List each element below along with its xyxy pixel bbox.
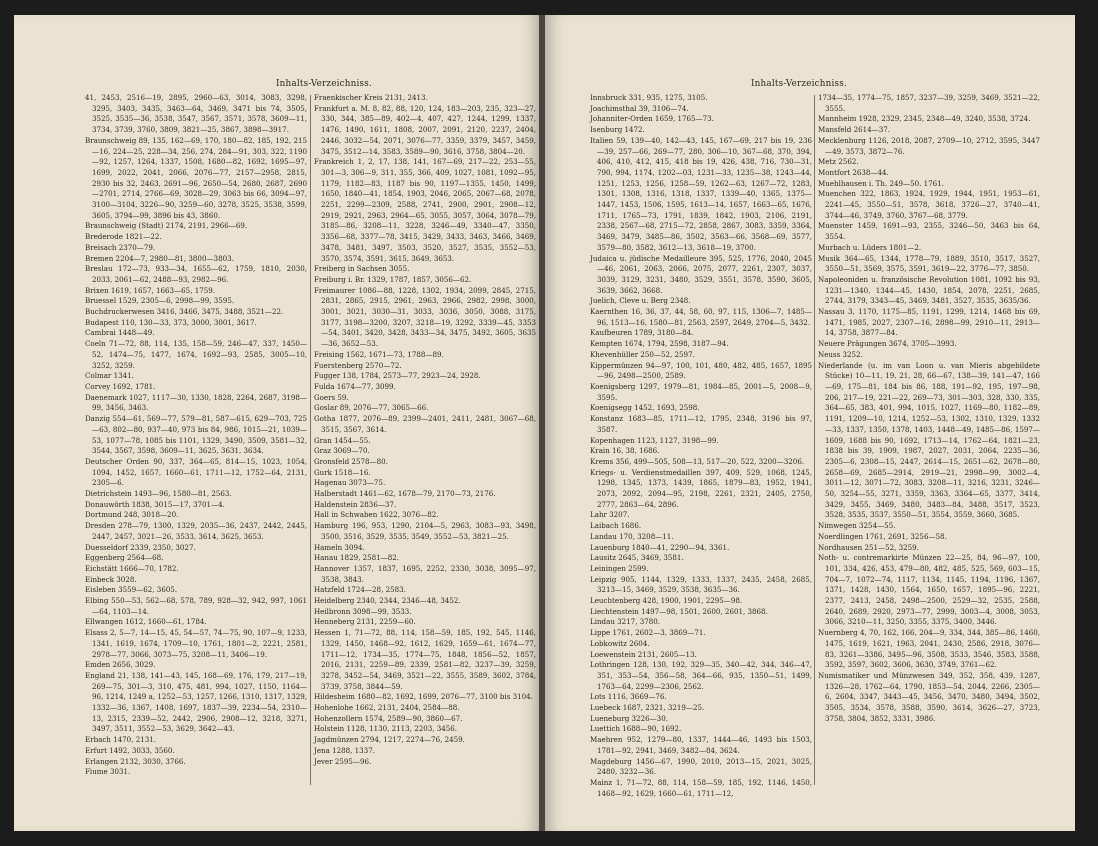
index-entry: England 21, 138, 141—43, 145, 168—69, 176, 179, 217—19, 269—75, 301—3, 310, 475, 481, 994, 1027, 1150, 1164—96, 1214, 1249 a, 1252—53, 1257, 1266, 1310, 1317, 1329, 1332—36, 1367, 1408, 1697, 1837—39, 2234—54, 2310—13, 2315, 2339—52, 2442, 2906, 2908—12, 3218, 3271, 3497, 3511, 3552—53, 3629, 3642—43. (85, 670, 307, 734)
index-entry: Heidelberg 2340, 2344, 2346—48, 3452. (314, 596, 461, 606)
index-entry: Mainz 1, 71—72, 88, 114, 158—59, 185, 192, 1146, 1450, 1468—92, 1629, 1660—61, 1711—12, (590, 778, 812, 798)
index-entry: Goslar 89, 2076—77, 3065—66. (314, 403, 429, 413)
index-entry: Hall in Schwaben 1622, 3076—82. (314, 510, 439, 520)
index-entry: Kaufbeuren 1789, 3180—84. (590, 328, 694, 338)
index-entry: Gurk 1518—16. (314, 467, 371, 477)
index-entry: Koenigsegg 1452, 1693, 2598. (590, 403, 700, 413)
index-entry: Mansfeld 2614—37. (818, 125, 891, 135)
index-entry: Freiburg i. Br. 1329, 1787, 1857, 3056—62. (314, 274, 472, 284)
index-entry: Kriegs- u. Verdienstmedaillen 397, 409, 529, 1068, 1245, 1298, 1345, 1373, 1439, 1865, 1879—83, 1952, 1941, 2073, 2092, 2094—95, 2198, 2261, 2321, 2405, 2750, 2777, 2863—64, 2896. (590, 467, 812, 509)
index-entry: Braunschweig (Stadt) 2174, 2191, 2966—69. (85, 221, 248, 231)
index-entry: Leiningen 2599. (590, 563, 649, 573)
index-entry: Landau 170, 3208—11. (590, 531, 674, 541)
index-entry: Hagenau 3073—75. (314, 478, 386, 488)
index-entry: Eisleben 3559—62, 3605. (85, 585, 178, 595)
index-entry: Italien 59, 139—40, 142—43, 145, 167—69, 217 bis 19, 236—39, 257—66, 269—77, 280, 306—10, 367—68, 370, 394, 406, 410, 412, 415, 418 bis 19, 426, 438, 716, 730—31, 790, 994, 1174, 1202—03, 1231—33, 1235—38, 1243—44, 1251, 1253, 1256, 1258—59, 1262—63, 1267—72, 1283, 1301, 1308, 1316, 1318, 1337, 1339—40, 1365, 1375—1447, 1453, 1506, 1595, 1613—14, 1657, 1663—65, 1676, 1711, 1765—73, 1791, 1839, 1842, 1903, 2106, 2191, 2338, 2567—68, 2715—72, 2858, 2867, 3083, 3359, 3364, 3469, 3479, 3485—86, 3502, 3563—66, 3568—69, 3577, 3579—80, 3582, 3612—13, 3618—19, 3700. (590, 135, 812, 252)
index-entry: Muenchen 322, 1863, 1924, 1929, 1944, 1951, 1953—61, 2241—45, 3550—51, 3578, 3618, 3726—27, 3740—41, 3744—46, 3749, 3760, 3767—68, 3779. (818, 189, 1040, 220)
index-entry: Erfurt 1492, 3033, 3560. (85, 745, 175, 755)
index-entry: Hamburg 196, 953, 1290, 2104—5, 2963, 3083—93, 3498, 3500, 3516, 3529, 3535, 3549, 3552—53, 3821—25. (314, 521, 536, 541)
index-entry: Juelich, Cleve u. Berg 2348. (590, 296, 691, 306)
index-entry: Jagdmünzen 2794, 1217, 2274—76, 2459. (314, 735, 465, 745)
index-entry: Numismatiker und Münzwesen 349, 352, 358, 439, 1287, 1326—28, 1762—64, 1790, 1853—54, 2044, 2266, 2305—6, 2604, 3347, 3443—45, 3456, 3470, 3480, 3494, 3502, 3505, 3534, 3578, 3588, 3590, 3614, 3626—27, 3723, 3758, 3804, 3852, 3331, 3986. (818, 670, 1040, 723)
index-entry: Nimwegen 3254—55. (818, 521, 896, 531)
index-entry: Hohenzollern 1574, 2589—90, 3860—67. (314, 713, 463, 723)
index-entry: Colmar 1341. (85, 371, 134, 381)
index-entry: Elsass 2, 5—7, 14—15, 45, 54—57, 74—75, 90, 107—9, 1233, 1341, 1619, 1674, 1709—10, 1761, 1801—2, 2221, 2581, 2978—77, 3066, 3073—75, 3208—11, 3406—19. (85, 628, 307, 659)
index-entry: Lobkowitz 2604. (590, 638, 650, 648)
index-entry: Erlangen 2132, 3030, 3766. (85, 756, 186, 766)
index-entry: Hanau 1829, 2581—82. (314, 553, 400, 563)
index-entry: Emden 2656, 3029. (85, 660, 156, 670)
index-entry: Joachimsthal 39, 3106—74. (590, 103, 689, 113)
index-entry: Dortmund 248, 3018—20. (85, 510, 179, 520)
index-entry: Jena 1288, 1337. (314, 745, 375, 755)
index-entry: Donauwörth 1838, 3015—17, 3701—4. (85, 499, 225, 509)
index-entry: Graz 3069—70. (314, 446, 370, 456)
index-entry: Bruessel 1529, 2305—6, 2998—99, 3595. (85, 296, 235, 306)
index-entry: Lothringen 128, 130, 192, 329—35, 340—42, 344, 346—47, 351, 353—54, 356—58, 364—66, 935, 1350—51, 1499, 1763—64, 2299—2306, 2562. (590, 660, 812, 691)
index-entry: Jever 2595—96. (314, 756, 372, 766)
index-entry: Holstein 1128, 1130, 2113, 2203, 3456. (314, 724, 458, 734)
index-entry: Luebeck 1687, 2321, 3219—25. (590, 703, 705, 713)
index-column-left-a (85, 93, 307, 778)
index-entry: Hameln 3094. (314, 542, 365, 552)
index-entry: Liechtenstein 1497—98, 1501, 2600, 2601, 3868. (590, 606, 768, 616)
index-entry: Krain 16, 38, 1686. (590, 446, 660, 456)
index-entry: Noerdlingen 1761, 2691, 3256—58. (818, 531, 947, 541)
index-entry: Hannover 1357, 1837, 1695, 2252, 2330, 3038, 3095—97, 3538, 3843. (314, 563, 536, 584)
index-entry: Leuchtenberg 428, 1900, 1901, 2295—98. (590, 596, 743, 606)
index-entry: Goers 59. (314, 392, 349, 402)
index-column-right-a (590, 93, 812, 799)
index-entry: Hatzfeld 1724—28, 2583. (314, 585, 406, 595)
index-entry: Nassau 3, 1170, 1175—85, 1191, 1299, 1214, 1468 bis 69, 1471, 1985, 2027, 2307—16, 2898—99, 2910—11, 2913—14, 3758, 3877—84. (818, 307, 1040, 338)
index-entry: Nordhausen 251—52, 3259. (818, 542, 919, 552)
index-entry: Duesseldorf 2339, 2350, 3027. (85, 542, 196, 552)
index-entry: Johanniter-Orden 1659, 1765—73. (590, 114, 714, 124)
index-entry: Laibach 1686. (590, 521, 642, 531)
running-header-left: Inhalts-Verzeichniss. (276, 79, 372, 89)
index-entry: Gronsfeld 2578—80. (314, 456, 388, 466)
index-entry: Leipzig 905, 1144, 1329, 1333, 1337, 2435, 2458, 2685, 3213—15, 3469, 3529, 3538, 3635—36. (590, 574, 812, 595)
index-entry: Erbach 1470, 2131. (85, 735, 157, 745)
index-entry: Einbeck 3028. (85, 574, 137, 584)
index-entry: Niederlande (u. im van Loon u. van Mieris abgebildete Stücke) 10—11, 19, 21, 28, 66—67, 138—39, 141—47, 166—69, 175—81, 184 bis 86, 188, 191—92, 195, 197—98, 206, 217—19, 221—22, 269—73, 301—303, 328, 330, 335, 364—65, 383, 401, 994, 1015, 1027, 1169—80, 1182—89, 1191, 1209—10, 1214, 1252—53, 1302, 1310, 1329, 1332—33, 1337, 1350, 1378, 1403, 1448—49, 1485—86, 1597—1609, 1688 bis 90, 1692, 1713—14, 1762—64, 1821—23, 1838 bis 39, 1909, 1987, 2027, 2031, 2064, 2235—36, 2305—6, 2308—15, 2447, 2614—15, 2651—62, 2678—80, 2658—69, 2685—2914, 2919—21, 2998—99, 3002—4, 3011—12, 3071—72, 3083, 3208—11, 3216, 3231, 3246—50, 3254—55, 3271, 3359, 3363, 3364—65, 3377, 3414, 3429, 3455, 3469, 3480, 3483—84, 3488, 3517, 3523, 3528, 3535, 3537, 3550—51, 3554, 3559, 3660, 3685. (818, 360, 1040, 520)
right-page (545, 15, 1075, 831)
index-entry: Cambrai 1448—49. (85, 328, 155, 338)
index-entry: Budapest 110, 130—33, 373, 3000, 3001, 3617. (85, 317, 257, 327)
index-entry: Magdeburg 1456—67, 1990, 2010, 2013—15, 2021, 3025, 2480, 3232—36. (590, 756, 812, 777)
index-entry: Neuss 3252. (818, 349, 863, 359)
left-page (14, 15, 540, 831)
index-entry: Isenburg 1472. (590, 125, 645, 135)
index-entry: Gotha 1877, 2076—89, 2399—2401, 2411, 2481, 3067—68, 3515, 3567, 3614. (314, 414, 536, 434)
index-entry: Dresden 278—79, 1300, 1329, 2035—36, 2437, 2442, 2445, 2447, 2457, 3021—26, 3533, 3614, 3625, 3653. (85, 521, 307, 541)
index-entry: Freimaurer 1086—88, 1228, 1302, 1934, 2099, 2845, 2715, 2831, 2865, 2915, 2961, 2963, 2966, 2982, 2998, 3000, 3001, 3021, 3030—31, 3033, 3036, 3050, 3088, 3175, 3177, 3198—3200, 3207, 3218—19, 3292, 3339—45, 3353—54, 3401, 3420, 3428, 3433—34, 3475, 3492, 3605, 3635—36, 3652—53. (314, 285, 536, 349)
index-entry: Konstanz 1683—85, 1711—12, 1795, 2348, 3196 bis 97, 3587. (590, 414, 812, 434)
index-entry: 1734—35, 1774—75, 1857, 3237—39, 3259, 3469, 3521—22, 3555. (818, 93, 1040, 113)
index-entry: Eichstätt 1666—70, 1782. (85, 563, 179, 573)
index-entry: Hildesheim 1680—82, 1692, 1699, 2076—77, 3100 bis 3104. (314, 692, 533, 702)
index-entry: Coeln 71—72, 88, 114, 135, 158—59, 246—47, 337, 1450—52, 1474—75, 1477, 1674, 1692—93, 2585, 3005—10, 3252, 3259. (85, 339, 307, 370)
index-entry: Elbing 550—53, 562—68, 578, 789, 928—32, 942, 997, 1061—64, 1103—14. (85, 596, 307, 616)
index-entry: Haldenstein 2836—37. (314, 499, 397, 509)
index-entry: Luettich 1688—90, 1692. (590, 724, 682, 734)
index-entry: Innsbruck 331, 935, 1275, 3105. (590, 93, 708, 102)
index-entry: Daenemark 1027, 1117—30, 1330, 1828, 2264, 2687, 3198—99, 3456, 3463. (85, 392, 307, 413)
index-entry: Deutscher Orden 90, 337, 364—65, 814—15, 1023, 1054, 1094, 1452, 1657, 1660—61, 1711—12, 1752—64, 2131, 2305—6. (85, 456, 307, 488)
index-entry: Bremen 2204—7, 2980—81, 3800—3803. (85, 253, 234, 263)
index-entry: Freising 1562, 1671—73, 1788—89. (314, 349, 444, 359)
index-entry: Brixen 1619, 1657, 1663—65, 1759. (85, 285, 216, 295)
index-entry: Eggenberg 2564—68. (85, 553, 164, 563)
index-entry: Breslau 172—73, 933—34, 1655—62, 1759, 1810, 2030, 2033, 2061—62, 2488—93, 2982—96. (85, 264, 307, 284)
index-entry: Gran 1454—55. (314, 435, 371, 445)
index-entry: Kopenhagen 1123, 1127, 3198—99. (590, 435, 719, 445)
index-entry: Muehlhausen i. Th. 249—50. 1761. (818, 178, 944, 188)
index-entry: Muenster 1459, 1691—93, 2355, 3246—50, 3463 bis 64, 3554. (818, 221, 1040, 242)
index-column-right-b (818, 93, 1040, 724)
index-entry: Kaernthen 16, 36, 37, 44, 58, 60, 97, 115, 1306—7, 1485—96, 1513—16, 1580—81, 2563, 2597, 2649, 2704—5, 3432. (590, 307, 812, 327)
index-entry: Fulda 1674—77, 3099. (314, 381, 396, 391)
index-entry: Heilbronn 3098—99, 3533. (314, 606, 412, 616)
index-entry: Lots 1116, 3669—76. (590, 692, 667, 702)
index-entry: Fiume 3031. (85, 767, 131, 777)
index-entry: Braunschweig 89, 135, 162—69, 170, 180—82, 185, 192, 215—16, 224—25, 228—34, 256, 274, 284—91, 303, 322, 1190—92, 1257, 1264, 1337, 1508, 1680—82, 1692, 1695—97, 1699, 2022, 2041, 2066, 2076—77, 2157—2958, 2815, 2930 bis 32, 2463, 2691—96, 2650—54, 2680, 2687, 2690—2701, 2714, 2766—69, 3028—29, 3063 bis 66, 3094—97, 3100—3104, 3226—90, 3259—60, 3278, 3525, 3538, 3599, 3605, 3794—99, 3896 bis 43, 3860. (85, 135, 307, 220)
index-entry: Judaica u. jüdische Medailleure 395, 525, 1776, 2040, 2045—46, 2061, 2063, 2066, 2075, 2077, 2261, 2307, 3037, 3039, 3129, 3231, 3480, 3529, 3551, 3578, 3590, 3605, 3639, 3662, 3668. (590, 253, 812, 295)
index-entry: Frankreich 1, 2, 17, 138, 141, 167—69, 217—22, 253—55, 301—3, 306—9, 311, 355, 366, 409, 1027, 1081, 1092—95, 1179, 1182—83, 1187 bis 90, 1197—1355, 1450, 1499, 1650, 1840—41, 1854, 1903, 2046, 2065, 2067—68, 2078, 2251, 2299—2309, 2588, 2741, 2900, 2901, 2908—12, 2919, 2921, 2963, 2964—65, 3055, 3057, 3064, 3078—79, 3185—86, 3208—11, 3228, 3246—49, 3340—47, 3350, 3356—68, 3377—78, 3415, 3429, 3433, 3463, 3466, 3469, 3478, 3481, 3497, 3503, 3520, 3527, 3535, 3552—53, 3570, 3574, 3591, 3615, 3649, 3653. (314, 157, 536, 263)
index-entry: Fraenkischer Kreis 2131, 2413. (314, 93, 428, 102)
index-entry: Ellwangen 1612, 1660—61, 1784. (85, 617, 207, 627)
index-entry: Koenigsberg 1297, 1979—81, 1984—85, 2001—5, 2008—9, 3595. (590, 381, 812, 402)
index-entry: Dietrichstein 1493—96, 1580—81, 2563. (85, 489, 232, 499)
index-entry: Breisach 2370—79. (85, 242, 156, 252)
index-entry: Maehren 952, 1279—80, 1337, 1444—46, 1493 bis 1503, 1781—92, 2941, 3469, 3482—84, 3624. (590, 735, 812, 755)
index-entry: Neuere Prägungen 3674, 3705—3993. (818, 339, 957, 349)
index-entry: Murbach u. Lüders 1801—2. (818, 242, 922, 252)
index-entry: Metz 2562. (818, 157, 859, 167)
index-entry: Nuernberg 4, 70, 162, 166, 204—9, 334, 344, 385—86, 1460, 1475, 1619, 1621, 1963, 2041, 2430, 2586, 2918, 3076—83, 3261—3386, 3495—96, 3508, 3533, 3546, 3583, 3588, 3592, 3597, 3602, 3606, 3630, 3749, 3761—62. (818, 628, 1040, 670)
index-entry: Lindau 3217, 3780. (590, 617, 661, 627)
index-entry: Kippermünzen 94—97, 100, 101, 480, 482, 485, 1657, 1895—96, 2498—2500, 2589. (590, 360, 812, 381)
index-entry: Lueneburg 3226—30. (590, 713, 668, 723)
index-entry: Buchdruckerwesen 3416, 3466, 3475, 3488, 3521—22. (85, 307, 284, 317)
index-entry: Hohenlohe 1662, 2131, 2404, 2584—88. (314, 703, 460, 713)
column-divider (310, 95, 311, 785)
index-entry: Noth- u. contremarkirte Münzen 22—25, 84, 96—97, 100, 101, 334, 426, 453, 479—80, 482, 485, 525, 569, 603—15, 704—7, 1072—74, 1117, 1134, 1145, 1194, 1196, 1367, 1371, 1428, 1430, 1564, 1650, 1657, 1895—96, 2221, 2377, 2413, 2458, 2498—2500, 2529—32, 2535, 2588, 2640, 2689, 2920, 2973—77, 2999, 3003—4, 3008, 3053, 3066, 3210—11, 3250, 3355, 3375, 3400, 3446. (818, 553, 1040, 627)
index-entry: Montfort 2638—44. (818, 167, 889, 177)
index-entry: Henneberg 2131, 2259—60. (314, 617, 416, 627)
index-entry: Mannheim 1928, 2329, 2345, 2348—49, 3240, 3538, 3724. (818, 114, 1031, 124)
index-column-left-b (314, 93, 536, 767)
index-entry: Krems 356, 499—505, 508—13, 517—20, 522, 3200—3206. (590, 456, 805, 466)
index-entry: Lauenburg 1840—41, 2290—94, 3361. (590, 542, 730, 552)
index-entry: Freiberg in Sachsen 3055. (314, 264, 410, 274)
index-entry: Lippe 1761, 2602—3, 3869—71. (590, 628, 706, 638)
column-divider (814, 95, 815, 785)
index-entry: Kempten 1674, 1794, 2598, 3187—94. (590, 339, 729, 349)
index-entry: 41, 2453, 2516—19, 2895, 2960—63, 3014, 3083, 3298, 3295, 3403, 3435, 3463—64, 3469, 3471 bis 74, 3505, 3525, 3535—36, 3538, 3547, 3567, 3571, 3578, 3609—11, 3734, 3739, 3760, 3809, 3821—25, 3867, 3898—3917. (85, 93, 307, 135)
index-entry: Fugger 138, 1784, 2573—77, 2923—24, 2928. (314, 371, 481, 381)
index-entry: Frankfurt a. M. 8, 82, 88, 120, 124, 183—203, 235, 323—27, 330, 344, 385—89, 402—4, 407, 427, 1244, 1299, 1337, 1476, 1490, 1611, 1808, 2007, 2091, 2120, 2237, 2404, 2446, 3032—54, 2071, 3076—77, 3359, 3379, 3457, 3459, 3475, 3512—14, 3583, 3589—90, 3616, 3758, 3804—20. (314, 103, 536, 156)
index-entry: Mecklenburg 1126, 2018, 2087, 2709—10, 2712, 3595, 3447—49, 3573, 3872—76. (818, 135, 1040, 156)
index-entry: Khevenhüller 250—52, 2597. (590, 349, 695, 359)
index-entry: Napoleoniden u. französische Revolution 1081, 1092 bis 93, 1231—1340, 1344—45, 1430, 1854, 2078, 2251, 2685, 2744, 3179, 3343—45, 3469, 3481, 3527, 3535, 3635/36. (818, 274, 1040, 306)
index-entry: Musik 364—65, 1344, 1778—79, 1889, 3510, 3517, 3527, 3550—51, 3569, 3575, 3591, 3619—22, 3776—77, 3850. (818, 253, 1040, 274)
index-entry: Fuerstenberg 2570—72. (314, 360, 402, 370)
index-entry: Halberstadt 1461—62, 1678—79, 2170—73, 2176. (314, 489, 496, 499)
index-entry: Brederode 1821—22. (85, 232, 162, 242)
index-entry: Loewenstein 2131, 2605—13. (590, 649, 697, 659)
index-entry: Lahr 3207. (590, 510, 630, 520)
index-entry: Hessen 1, 71—72, 88, 114, 158—59, 185, 192, 545, 1146, 1329, 1450, 1468—92, 1612, 1629, 1659—61, 1674—77, 1711—12, 1734—35, 1774—75, 1848, 1856—52, 1857, 2016, 2131, 2259—89, 2339, 2581—82, 3237—39, 3259, 3278, 3452—54, 3469, 3521—22, 3555, 3589, 3602, 3784, 3739, 3758, 3844—59. (314, 628, 536, 691)
index-entry: Danzig 554—61, 569—77, 579—81, 587—615, 629—703, 725—63, 802—80, 937—40, 973 bis 84, 986, 1015—21, 1039—53, 1077—78, 1085 bis 1101, 1329, 3490, 3509, 3581—32, 3544, 3567, 3598, 3609—11, 3625, 3631, 3634. (85, 414, 307, 456)
index-entry: Lausitz 2645, 3469, 3581. (590, 553, 684, 563)
index-entry: Corvey 1692, 1781. (85, 381, 156, 391)
running-header-right: Inhalts-Verzeichniss. (751, 79, 847, 89)
